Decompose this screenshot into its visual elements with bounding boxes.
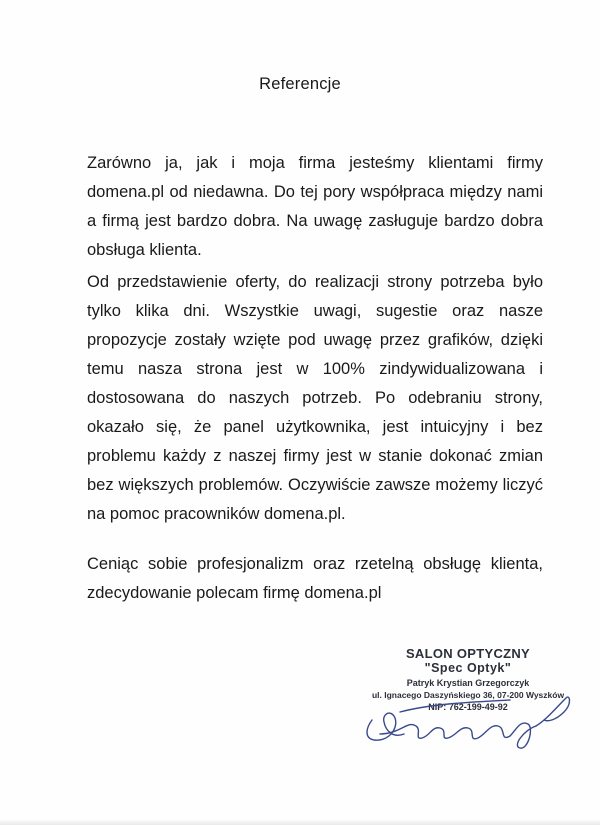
signature-icon xyxy=(360,690,580,760)
document-title: Referencje xyxy=(259,75,341,93)
stamp-owner: Patryk Krystian Grzegorczyk xyxy=(406,678,530,688)
stamp-company-name: SALON OPTYCZNY xyxy=(405,646,531,661)
stamp-address: ul. Ignacego Daszyńskiego 36, 07-200 Wyszków xyxy=(371,690,565,700)
stamp-company-subtitle: "Spec Optyk" xyxy=(424,661,512,675)
paragraph-2: Od przedstawienie oferty, do realizacji strony potrzeba było tylko klika dni. Wszystkie uwagi, sugestie oraz nasze propozycje zostały wzięte pod uwagę przez grafików, dzięki temu nasza strona jest w 100% zindywidualizowana i dostosowana do naszych potrzeb. Po odebraniu strony, okazało się, że panel użytkownika, jest intuicyjny i bez problemu każdy z naszej firmy jest w stanie dokonać zmian bez większych problemów. Oczywiście zawsze możemy liczyć na pomoc pracowników domena.pl. xyxy=(87,273,543,523)
page-edge xyxy=(0,819,600,825)
stamp-nip: NIP: 762-199-49-92 xyxy=(428,702,508,712)
paragraph-3: Ceniąc sobie profesjonalizm oraz rzetelną obsługę klienta, zdecydowanie polecam firmę domena.pl xyxy=(87,555,543,602)
paragraph-1: Zarówno ja, jak i moja firma jesteśmy klientami firmy domena.pl od niedawna. Do tej pory współpraca między nami a firmą jest bardzo dobra. Na uwagę zasługuje bardzo dobra obsługa klienta. xyxy=(87,154,543,259)
